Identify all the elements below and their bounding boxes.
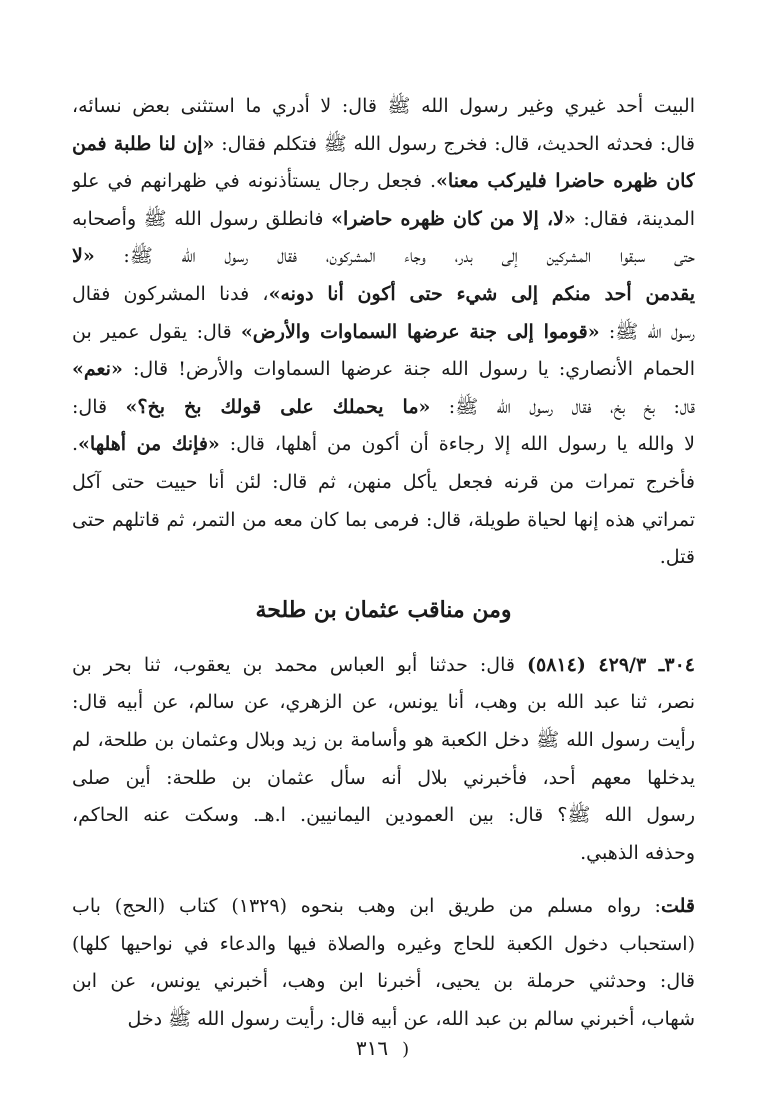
text-line: [72, 314, 695, 352]
text-segment: قال:: [72, 395, 126, 418]
text-line: [72, 1001, 695, 1039]
text-line: [72, 888, 695, 926]
text-segment: قال: بخ بخ، فقال رسول الله ﷺ:: [430, 395, 695, 418]
text-segment: حتى سبقوا المشركين إلى بدر، وجاء المشركون، فقال رسول الله ﷺ:: [94, 245, 695, 268]
text-line: [72, 201, 695, 239]
text-segment: وحذفه الذهبي.: [580, 841, 695, 864]
text-segment: نصر، ثنا عبد الله بن وهب، أنا يونس، عن الزهري، عن سالم، عن أبيه قال:: [72, 691, 695, 714]
text-segment: رسول الله ﷺ؟ قال: بين العمودين اليمانيين. ا.هـ. وسكت عنه الحاكم،: [72, 804, 695, 827]
text-segment: شهاب، أخبرني سالم بن عبد الله، عن أبيه قال: رأيت رسول الله ﷺ دخل: [127, 1008, 695, 1031]
text-line: [72, 351, 695, 389]
text-segment: .: [72, 433, 79, 456]
bold-text-segment: قلت: [660, 895, 695, 918]
bold-text-segment: «لا، إلا من كان ظهره حاضرا»: [331, 207, 576, 230]
text-segment: رسول الله ﷺ:: [599, 320, 695, 343]
text-line: [72, 502, 695, 540]
paragraph-hadith-304: [72, 647, 695, 873]
text-line: [72, 760, 695, 798]
document-page: [72, 88, 695, 1039]
text-line: [72, 238, 695, 276]
text-line: [72, 426, 695, 464]
text-segment: (استحباب دخول الكعبة للحاج وغيره والصلاة فيها والدعاء في نواحيها كلها): [72, 932, 695, 955]
text-segment: البيت أحد غيري وغير رسول الله ﷺ قال: لا أدري ما استثنى بعض نسائه،: [72, 95, 695, 117]
text-segment: : رواه مسلم من طريق ابن وهب بنحوه (١٣٢٩) كتاب (الحج) باب: [72, 895, 661, 918]
bold-text-segment: «قوموا إلى جنة عرضها السماوات والأرض»: [240, 320, 600, 343]
page-number: ٣١٦: [355, 1036, 389, 1060]
text-segment: قال: فحدثه الحديث، قال: فخرج رسول الله ﷺ فتكلم فقال:: [214, 132, 695, 155]
text-segment: قتل.: [659, 546, 695, 569]
text-segment: لا والله يا رسول الله إلا رجاءة أن أكون من أهلها، قال:: [219, 433, 695, 456]
text-line: [72, 722, 695, 760]
bold-text-segment: «إن لنا طلبة فمن: [72, 132, 215, 155]
text-segment: قال: حدثنا أبو العباس محمد بن يعقوب، ثنا بحر بن: [72, 653, 527, 676]
paragraph-commentary: [72, 888, 695, 1038]
text-line: [72, 126, 695, 164]
bold-text-segment: «لا: [72, 245, 95, 268]
text-line: [72, 276, 695, 314]
page-mark-icon: (: [402, 1039, 410, 1060]
text-segment: المدينة، فقال:: [575, 207, 695, 230]
text-line: [72, 835, 695, 873]
bold-text-segment: «فإنك من أهلها»: [78, 433, 220, 456]
text-line: [72, 163, 695, 201]
text-line: [72, 797, 695, 835]
text-line: [72, 647, 695, 685]
text-segment: فأخرج تمرات من قرنه فجعل يأكل منهن، ثم قال: لئن أنا حييت حتى آكل: [72, 470, 695, 493]
text-segment: يدخلها معهم أحد، فأخبرني بلال أنه سأل عثمان بن طلحة: أين صلى: [72, 766, 695, 789]
text-line: [72, 963, 695, 1001]
bold-text-segment: «نعم»: [72, 358, 123, 381]
text-line: [72, 88, 695, 126]
text-line: [72, 926, 695, 964]
bold-text-segment: ٣٠٤ـ ٤٢٩/٣ (٥٨١٤): [526, 653, 695, 676]
text-segment: تمراتي هذه إنها لحياة طويلة، قال: فرمى بما كان معه من التمر، ثم قاتلهم حتى: [72, 508, 695, 531]
section-heading: ومن مناقب عثمان بن طلحة: [255, 596, 512, 623]
text-segment: قال: يقول عمير بن: [72, 320, 241, 343]
paragraph-hadith-badr: [72, 88, 695, 577]
page-number-footer: [0, 1036, 765, 1060]
text-segment: ، فدنا المشركون فقال: [72, 282, 269, 305]
paragraph-gap: [72, 872, 695, 888]
text-segment: الحمام الأنصاري: يا رسول الله جنة عرضها السماوات والأرض! قال:: [122, 358, 695, 381]
text-line: [72, 389, 695, 427]
text-line: [72, 539, 695, 577]
text-line: [72, 464, 695, 502]
text-segment: . فجعل رجال يستأذنونه في ظهرانهم في علو: [72, 170, 437, 193]
text-segment: رأيت رسول الله ﷺ دخل الكعبة هو وأسامة بن زيد وبلال وعثمان بن طلحة، لم: [72, 728, 695, 751]
bold-text-segment: كان ظهره حاضرا فليركب معنا»: [436, 170, 695, 193]
bold-text-segment: «ما يحملك على قولك بخ بخ؟»: [125, 395, 431, 418]
text-segment: فانطلق رسول الله ﷺ وأصحابه: [72, 207, 332, 230]
text-line: [72, 684, 695, 722]
bold-text-segment: يقدمن أحد منكم إلى شيء حتى أكون أنا دونه»: [268, 282, 695, 305]
text-segment: قال: وحدثني حرملة بن يحيى، أخبرنا ابن وهب، أخبرني يونس، عن ابن: [72, 970, 695, 993]
